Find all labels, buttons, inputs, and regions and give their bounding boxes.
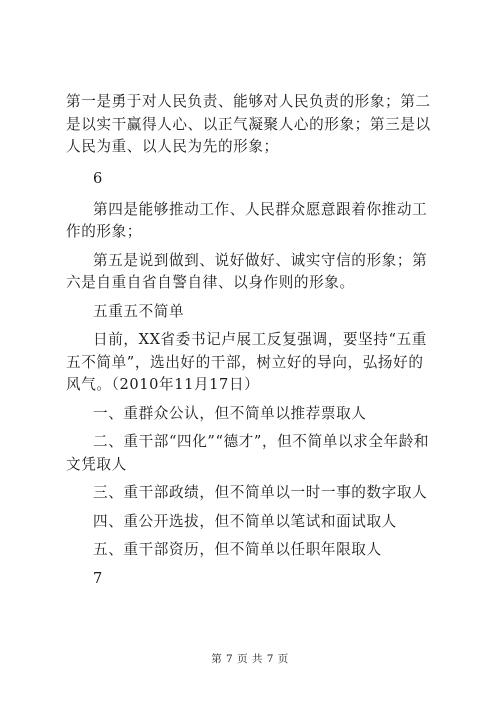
list-item-3: 三、重干部政绩，但不简单以一时一事的数字取人: [93, 484, 428, 501]
list-item-4: 四、重公开选拔，但不简单以笔试和面试取人: [93, 512, 397, 530]
page-number-marker-6: 6: [93, 169, 103, 187]
page-number-marker-7: 7: [93, 569, 103, 587]
document-body: [66, 91, 436, 599]
paragraph-image-4: 第四是能够推动工作、人民群众愿意跟着你推动工作的形象；: [66, 200, 428, 240]
list-item-5: 五、重干部资历，但不简单以任职年限取人: [93, 541, 382, 558]
paragraph-image-1-3: 第一是勇于对人民负责、能够对人民负责的形象；第二是以实干赢得人心、以正气凝聚人心的形象；第三是以人民为重、以人民为先的形象；: [66, 93, 431, 155]
page-footer: 第 7 页 共 7 页: [211, 653, 289, 665]
section-heading: 五重五不简单: [93, 302, 185, 320]
paragraph-image-5-6: 第五是说到做到、说好做好、诚实守信的形象；第六是自重自省自警自律、以身作则的形象。: [66, 251, 428, 291]
list-item-1: 一、重群众公认，但不简单以推荐票取人: [93, 404, 367, 422]
paragraph-intro: 日前，XX省委书记卢展工反复强调，要坚持“五重五不简单”，选出好的干部，树立好的导向，弘扬好的风气。（2010年11月17日）: [66, 331, 427, 393]
list-item-2: 二、重干部“四化”“德才”，但不简单以求全年龄和文凭取人: [66, 433, 430, 473]
